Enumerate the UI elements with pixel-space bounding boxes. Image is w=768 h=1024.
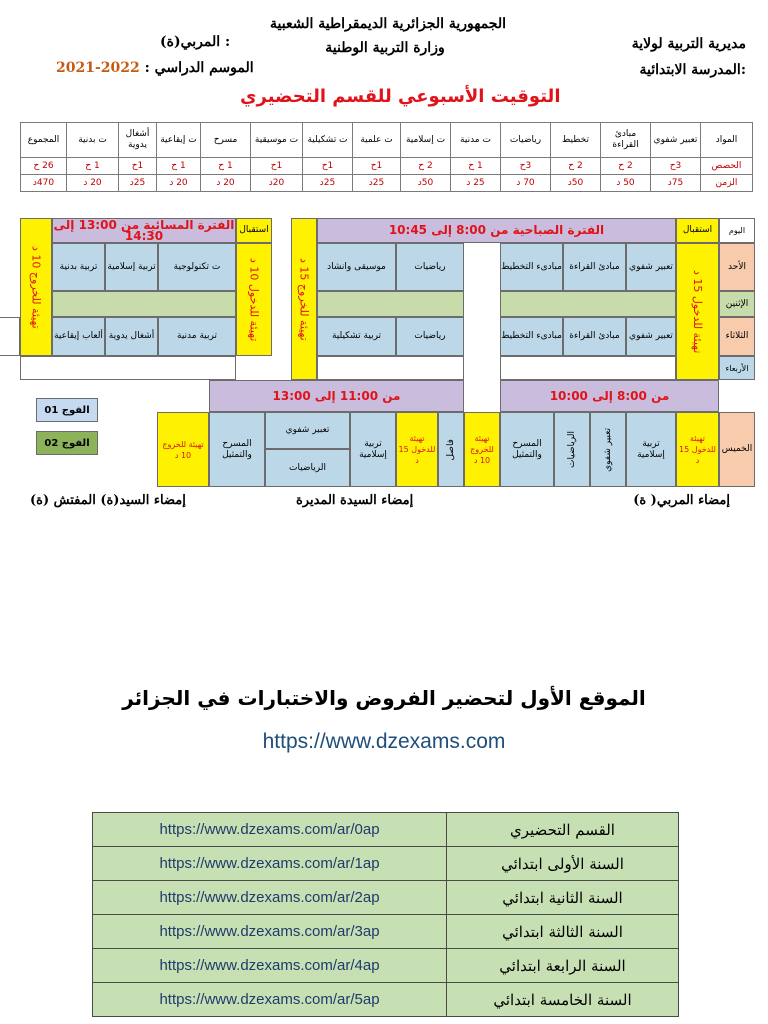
sessions-cell: 1ح bbox=[119, 158, 157, 175]
thursday-prep-in-15: تهيئة للدخول 15 د bbox=[396, 412, 438, 487]
row-label-durations: الزمن bbox=[701, 175, 753, 192]
day-tuesday: الثلاثاء bbox=[719, 317, 755, 356]
link-url[interactable]: https://www.dzexams.com/ar/5ap bbox=[93, 983, 447, 1017]
subject-cell: تخطيط bbox=[551, 123, 601, 158]
subject-cell: أشغال يدوية bbox=[119, 123, 157, 158]
sunday-s4: رياضيات bbox=[396, 243, 464, 291]
sessions-cell: 1ح bbox=[251, 158, 303, 175]
day-thursday: الخميس bbox=[719, 412, 755, 487]
link-row bbox=[93, 983, 679, 1017]
links-table bbox=[92, 812, 679, 1017]
duration-cell: 20 د bbox=[201, 175, 251, 192]
group-1-badge: الفوج 01 bbox=[36, 398, 98, 422]
thursday-c5: تربية إسلامية bbox=[350, 412, 396, 487]
sunday-e3: تربية بدنية bbox=[52, 243, 105, 291]
monday-morning-left bbox=[500, 291, 676, 317]
tuesday-s3: مبادىء التخطيط bbox=[500, 317, 563, 356]
prep-in-15-text: تهيئة للدخول 15 د bbox=[691, 269, 704, 354]
prep-in-10-evening bbox=[236, 243, 272, 356]
duration-cell: 20 د bbox=[157, 175, 201, 192]
group-2-badge: الفوج 02 bbox=[36, 431, 98, 455]
thursday-c4: المسرح والتمثيل bbox=[500, 412, 554, 487]
link-row bbox=[93, 915, 679, 949]
duration-cell: 25د bbox=[119, 175, 157, 192]
row-label-subjects: المواد bbox=[701, 123, 753, 158]
season-label-text: الموسم الدراسي : bbox=[144, 60, 254, 76]
reception-morning: استقبال bbox=[676, 218, 719, 243]
prep-out-15-text: تهيئة للخروج 15 د bbox=[297, 257, 311, 341]
subjects-table bbox=[20, 122, 753, 192]
subject-cell: تعبير شفوي bbox=[651, 123, 701, 158]
duration-cell: 25د bbox=[353, 175, 401, 192]
duration-cell: 20 د bbox=[67, 175, 119, 192]
page-title: التوقيت الأسبوعي للقسم التحضيري bbox=[240, 86, 561, 107]
wednesday-morning-left bbox=[500, 356, 676, 380]
duration-cell: 70 د bbox=[501, 175, 551, 192]
duration-cell: 25 د bbox=[451, 175, 501, 192]
tuesday-s4: رياضيات bbox=[396, 317, 464, 356]
subject-cell: ت علمية bbox=[353, 123, 401, 158]
republic-heading: الجمهورية الجزائرية الديمقراطية الشعبية bbox=[270, 16, 507, 32]
link-url[interactable]: https://www.dzexams.com/ar/3ap bbox=[93, 915, 447, 949]
link-url[interactable]: https://www.dzexams.com/ar/0ap bbox=[93, 813, 447, 847]
duration-cell: 50د bbox=[401, 175, 451, 192]
day-monday: الإثنين bbox=[719, 291, 755, 317]
sessions-cell: 3ح bbox=[651, 158, 701, 175]
prep-out-10-text: تهيئة للخروج 10 د bbox=[29, 245, 43, 329]
prep-in-10-text: تهيئة للدخول 10 د bbox=[247, 257, 261, 342]
sessions-cell: 1 ح bbox=[67, 158, 119, 175]
inspector-signature-label: إمضاء السيد(ة) المفتش (ة) bbox=[30, 493, 186, 508]
thursday-c2 bbox=[590, 412, 626, 487]
subject-cell: ت إيقاعية bbox=[157, 123, 201, 158]
subject-cell: ت مدنية bbox=[451, 123, 501, 158]
sunday-s1: تعبير شفوي bbox=[626, 243, 676, 291]
link-url[interactable]: https://www.dzexams.com/ar/2ap bbox=[93, 881, 447, 915]
monday-morning-right bbox=[317, 291, 464, 317]
day-header: اليوم bbox=[719, 218, 755, 243]
day-wednesday: الأربعاء bbox=[719, 356, 755, 380]
season-label bbox=[56, 60, 254, 76]
link-level: القسم التحضيري bbox=[447, 813, 679, 847]
director-signature-label: إمضاء السيدة المديرة bbox=[296, 493, 414, 508]
tuesday-s1: تعبير شفوي bbox=[626, 317, 676, 356]
prep-in-15-morning bbox=[676, 243, 719, 380]
thursday-c2-text: تعبير شفوي bbox=[602, 427, 613, 472]
sunday-s2: مبادئ القراءة bbox=[563, 243, 626, 291]
prep-out-10-evening bbox=[20, 218, 52, 356]
wednesday-evening bbox=[20, 356, 236, 380]
link-row bbox=[93, 949, 679, 983]
tuesday-e1: تربية مدنية bbox=[158, 317, 236, 356]
sessions-cell: 26 ح bbox=[21, 158, 67, 175]
reception-evening: استقبال bbox=[236, 218, 272, 243]
sunday-s3: مبادىء التخطيط bbox=[500, 243, 563, 291]
duration-cell: 50د bbox=[551, 175, 601, 192]
sessions-cell: 1 ح bbox=[451, 158, 501, 175]
thursday-c3 bbox=[554, 412, 590, 487]
sessions-cell: 3ح bbox=[501, 158, 551, 175]
promo-heading: الموقع الأول لتحضير الفروض والاختبارات في الجزائر bbox=[122, 686, 646, 710]
sunday-s5: موسيقى وانشاد bbox=[317, 243, 396, 291]
teacher-label: المربي(ة) : bbox=[160, 34, 231, 50]
subject-cell: ت بدنية bbox=[67, 123, 119, 158]
link-row bbox=[93, 847, 679, 881]
link-level: السنة الثالثة ابتدائي bbox=[447, 915, 679, 949]
directorate-label: مديرية التربية لولاية bbox=[631, 36, 746, 52]
monday-evening bbox=[52, 291, 236, 317]
school-label: المدرسة الابتدائية: bbox=[639, 62, 746, 78]
sunday-e1: ت تكنولوجية bbox=[158, 243, 236, 291]
duration-cell: 20د bbox=[251, 175, 303, 192]
link-url[interactable]: https://www.dzexams.com/ar/4ap bbox=[93, 949, 447, 983]
thursday-c3-text: الرياضيات bbox=[566, 430, 577, 469]
row-label-sessions: الحصص bbox=[701, 158, 753, 175]
teacher-signature-label: إمضاء المربي( ة) bbox=[633, 493, 730, 508]
duration-cell: 470د bbox=[21, 175, 67, 192]
day-sunday: الأحد bbox=[719, 243, 755, 291]
subject-cell: مبادئ القراءة bbox=[601, 123, 651, 158]
thursday-range-2: من 11:00 إلى 13:00 bbox=[209, 380, 464, 412]
thursday-prep-out-10: تهيئة للخروج 10 د bbox=[464, 412, 500, 487]
sessions-cell: 1 ح bbox=[201, 158, 251, 175]
thursday-c7: الرياضيات bbox=[265, 449, 350, 487]
promo-url[interactable]: https://www.dzexams.com bbox=[262, 730, 506, 753]
link-row bbox=[93, 813, 679, 847]
thursday-prep-out: تهيئة للخروج 10 د bbox=[157, 412, 209, 487]
thursday-c6: تعبير شفوي bbox=[265, 412, 350, 449]
prep-out-15-morning bbox=[291, 218, 317, 380]
thursday-break-text: فاصل bbox=[445, 438, 456, 461]
duration-cell: 25د bbox=[303, 175, 353, 192]
wednesday-morning-right bbox=[317, 356, 464, 380]
left-edge-line bbox=[0, 317, 20, 356]
subject-cell: مسرح bbox=[201, 123, 251, 158]
sessions-cell: 1ح bbox=[303, 158, 353, 175]
subject-cell: المجموع bbox=[21, 123, 67, 158]
subject-cell: ت تشكيلية bbox=[303, 123, 353, 158]
tuesday-s5: تربية تشكيلية bbox=[317, 317, 396, 356]
tuesday-s2: مبادئ القراءة bbox=[563, 317, 626, 356]
link-row bbox=[93, 881, 679, 915]
thursday-c8: المسرح والتمثيل bbox=[209, 412, 265, 487]
link-level: السنة الثانية ابتدائي bbox=[447, 881, 679, 915]
thursday-range-1: من 8:00 إلى 10:00 bbox=[500, 380, 719, 412]
thursday-c1: تربية إسلامية bbox=[626, 412, 676, 487]
sunday-e2: تربية إسلامية bbox=[105, 243, 158, 291]
link-url[interactable]: https://www.dzexams.com/ar/1ap bbox=[93, 847, 447, 881]
link-level: السنة الرابعة ابتدائي bbox=[447, 949, 679, 983]
subject-cell: رياضيات bbox=[501, 123, 551, 158]
ministry-heading: وزارة التربية الوطنية bbox=[325, 40, 445, 56]
sessions-cell: 2 ح bbox=[551, 158, 601, 175]
thursday-break bbox=[438, 412, 464, 487]
sessions-cell: 1 ح bbox=[157, 158, 201, 175]
morning-period-header: الفترة الصباحية من 8:00 إلى 10:45 bbox=[317, 218, 676, 243]
duration-cell: 50 د bbox=[601, 175, 651, 192]
subject-cell: ت إسلامية bbox=[401, 123, 451, 158]
thursday-prep-in: تهيئة للدخول 15 د bbox=[676, 412, 719, 487]
duration-cell: 75د bbox=[651, 175, 701, 192]
subject-cell: ت موسيقية bbox=[251, 123, 303, 158]
season-value: 2022-2021 bbox=[56, 60, 140, 76]
tuesday-e3: ألعاب إيقاعية bbox=[52, 317, 105, 356]
link-level: السنة الأولى ابتدائي bbox=[447, 847, 679, 881]
sessions-cell: 1ح bbox=[353, 158, 401, 175]
link-level: السنة الخامسة ابتدائي bbox=[447, 983, 679, 1017]
evening-period-header: الفترة المسائية من 13:00 إلى 14:30 bbox=[53, 217, 235, 243]
sessions-cell: 2 ح bbox=[601, 158, 651, 175]
sessions-cell: 2 ح bbox=[401, 158, 451, 175]
tuesday-e2: أشغال يدوية bbox=[105, 317, 158, 356]
